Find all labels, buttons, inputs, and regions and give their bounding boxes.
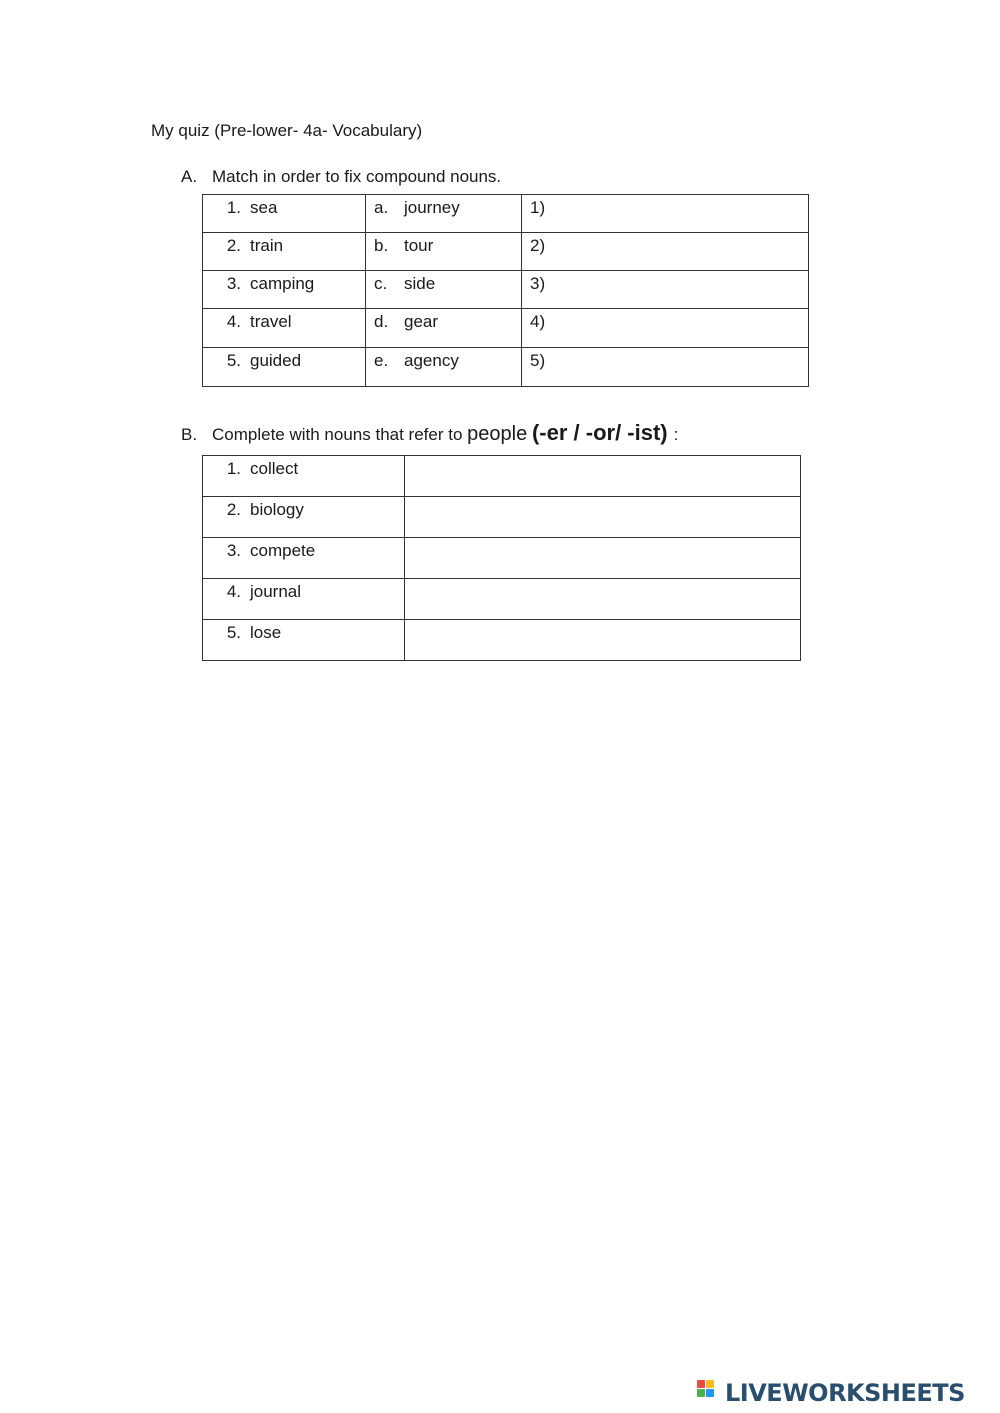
match-cell xyxy=(366,309,522,348)
item-word: train xyxy=(250,236,284,255)
match-cell xyxy=(366,271,522,309)
item-number: 5. xyxy=(226,623,241,642)
logo-square-1 xyxy=(697,1380,705,1388)
logo-square-4 xyxy=(706,1389,714,1397)
section-a-letter: A. xyxy=(181,167,198,186)
section-b-instruction: Complete with nouns that refer to xyxy=(212,425,463,444)
section-b-people: people xyxy=(467,423,528,445)
answer-label: 4) xyxy=(530,312,546,331)
match-cell xyxy=(366,348,522,387)
item-number: 4. xyxy=(226,582,241,601)
match-word: gear xyxy=(404,312,439,331)
answer-label: 5) xyxy=(530,351,546,370)
word-cell xyxy=(203,579,405,620)
item-word: lose xyxy=(250,623,282,642)
item-number: 3. xyxy=(226,541,241,560)
table-row xyxy=(203,456,801,497)
table-row xyxy=(203,271,809,309)
liveworksheets-logo-icon xyxy=(697,1380,723,1406)
word-cell xyxy=(203,271,366,309)
match-letter: e. xyxy=(374,351,389,370)
match-word: journey xyxy=(404,198,460,217)
word-cell xyxy=(203,456,405,497)
table-row xyxy=(203,309,809,348)
table-row xyxy=(203,579,801,620)
section-b-colon: : xyxy=(673,425,679,444)
match-word: agency xyxy=(404,351,459,370)
word-cell xyxy=(203,195,366,233)
answer-cell[interactable] xyxy=(522,233,809,271)
answer-cell[interactable] xyxy=(522,348,809,387)
section-a-instruction: Match in order to fix compound nouns. xyxy=(212,167,502,186)
item-number: 3. xyxy=(226,274,241,293)
answer-cell[interactable] xyxy=(405,620,801,661)
match-letter: d. xyxy=(374,312,389,331)
word-cell xyxy=(203,497,405,538)
item-word: compete xyxy=(250,541,316,560)
table-row xyxy=(203,195,809,233)
match-cell xyxy=(366,233,522,271)
match-word: tour xyxy=(404,236,434,255)
section-b-suffixes: (-er / -or/ -ist) xyxy=(531,420,668,445)
answer-label: 1) xyxy=(530,198,546,217)
section-b-heading xyxy=(181,420,678,446)
table-row xyxy=(203,233,809,271)
logo-square-2 xyxy=(706,1380,714,1388)
liveworksheets-brand xyxy=(697,1377,965,1409)
word-cell xyxy=(203,233,366,271)
answer-cell[interactable] xyxy=(522,195,809,233)
answer-label: 2) xyxy=(530,236,546,255)
answer-cell[interactable] xyxy=(405,497,801,538)
complete-table xyxy=(202,455,801,661)
match-letter: a. xyxy=(374,198,389,217)
item-number: 1. xyxy=(226,459,241,478)
item-number: 2. xyxy=(226,236,241,255)
logo-square-3 xyxy=(697,1389,705,1397)
matching-table xyxy=(202,194,809,387)
item-number: 5. xyxy=(226,351,241,370)
item-word: biology xyxy=(250,500,304,519)
answer-cell[interactable] xyxy=(405,538,801,579)
table-row xyxy=(203,348,809,387)
item-word: sea xyxy=(250,198,278,217)
match-letter: c. xyxy=(374,274,388,293)
table-row xyxy=(203,497,801,538)
answer-cell[interactable] xyxy=(405,456,801,497)
word-cell xyxy=(203,538,405,579)
item-number: 2. xyxy=(226,500,241,519)
page-title: My quiz (Pre-lower- 4a- Vocabulary) xyxy=(151,121,423,140)
match-word: side xyxy=(404,274,436,293)
item-word: collect xyxy=(250,459,299,478)
table-row xyxy=(203,538,801,579)
section-a-heading xyxy=(181,167,501,187)
item-word: travel xyxy=(250,312,292,331)
word-cell xyxy=(203,620,405,661)
table-row xyxy=(203,620,801,661)
answer-cell[interactable] xyxy=(522,309,809,348)
answer-label: 3) xyxy=(530,274,546,293)
answer-cell[interactable] xyxy=(405,579,801,620)
match-letter: b. xyxy=(374,236,389,255)
word-cell xyxy=(203,348,366,387)
item-word: journal xyxy=(250,582,302,601)
item-word: guided xyxy=(250,351,302,370)
section-b-letter: B. xyxy=(181,425,198,444)
answer-cell[interactable] xyxy=(522,271,809,309)
item-word: camping xyxy=(250,274,315,293)
item-number: 1. xyxy=(226,198,241,217)
brand-name: LIVEWORKSHEETS xyxy=(725,1379,965,1407)
item-number: 4. xyxy=(226,312,241,331)
match-cell xyxy=(366,195,522,233)
word-cell xyxy=(203,309,366,348)
